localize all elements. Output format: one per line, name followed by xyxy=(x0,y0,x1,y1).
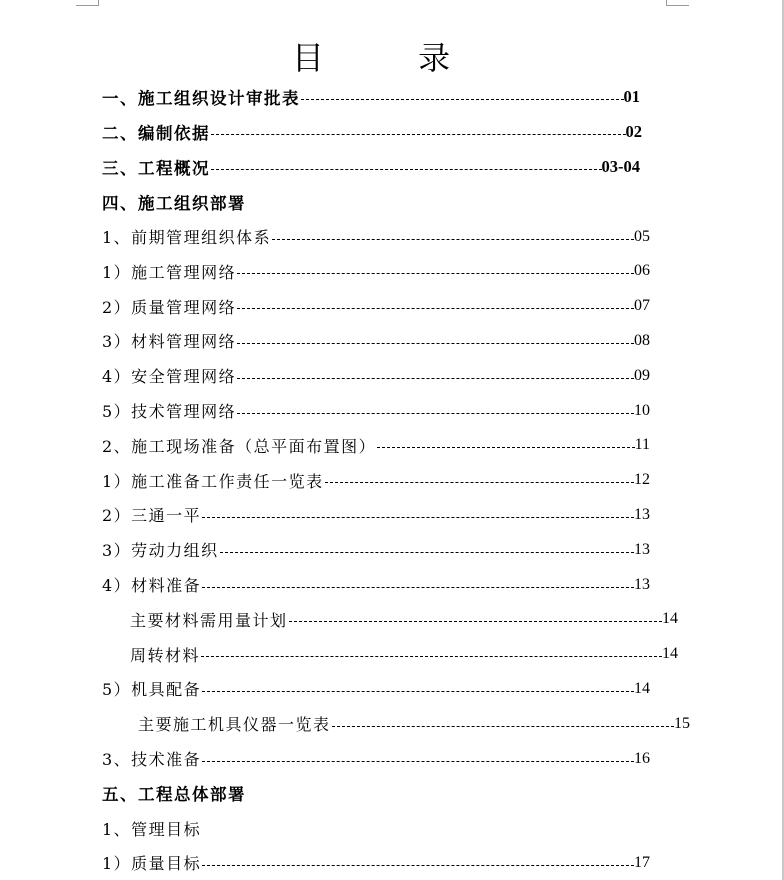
toc-entry xyxy=(102,602,678,637)
toc-page-number: 08 xyxy=(634,331,650,349)
toc-entry xyxy=(102,846,650,880)
toc-entry-label: 周转材料 xyxy=(130,645,201,665)
toc-entry xyxy=(102,498,650,533)
toc-leader xyxy=(202,586,634,588)
toc-page-number: 07 xyxy=(634,297,650,315)
toc-page-number: 16 xyxy=(634,749,650,767)
toc-entry-label: 5）技术管理网络 xyxy=(102,402,237,422)
toc-page-number: 11 xyxy=(634,436,650,454)
toc-entry-label: 五、工程总体部署 xyxy=(102,785,246,805)
toc-entry-label: 2）三通一平 xyxy=(102,506,202,526)
toc-entry-label: 1、前期管理组织体系 xyxy=(102,228,272,248)
toc-page-number: 15 xyxy=(674,714,690,732)
toc-page-number: 12 xyxy=(634,471,650,489)
toc-entry xyxy=(102,184,650,219)
toc-entry xyxy=(102,324,650,359)
document-title: 目 录 xyxy=(291,39,493,77)
toc-entry xyxy=(102,706,690,741)
toc-entry-label: 主要施工机具仪器一览表 xyxy=(138,715,331,735)
toc-page-number: 13 xyxy=(634,575,650,593)
toc-entry xyxy=(102,219,650,254)
toc-leader xyxy=(237,412,634,414)
toc-entry-label: 5）机具配备 xyxy=(102,680,202,700)
toc-entry-label: 1）施工管理网络 xyxy=(102,262,237,282)
toc-entry xyxy=(102,150,640,185)
toc-entry-label: 四、施工组织部署 xyxy=(102,193,246,213)
toc-leader xyxy=(202,516,634,518)
toc-entry xyxy=(102,741,650,776)
toc-leader xyxy=(202,760,634,762)
toc-leader xyxy=(237,272,634,274)
toc-leader xyxy=(211,168,602,170)
toc-page-number: 02 xyxy=(625,122,642,142)
toc-leader xyxy=(202,690,634,692)
toc-entry-label: 二、编制依据 xyxy=(102,124,210,144)
toc-page-number: 05 xyxy=(634,227,650,245)
toc-entry xyxy=(102,532,650,567)
crop-mark-left xyxy=(98,0,99,6)
toc-entry-label: 3）劳动力组织 xyxy=(102,541,219,561)
toc-entry-label: 2、施工现场准备（总平面布置图） xyxy=(102,436,377,456)
toc-entry-label: 4）材料准备 xyxy=(102,576,202,596)
toc-entry xyxy=(102,80,640,115)
toc-leader xyxy=(201,655,662,657)
toc-entry xyxy=(102,428,650,463)
toc-entry xyxy=(102,776,650,811)
toc-leader xyxy=(211,133,626,135)
toc-page-number: 03-04 xyxy=(601,156,640,176)
crop-mark-left-h xyxy=(76,5,98,6)
crop-mark-right-h xyxy=(667,5,689,6)
toc-leader xyxy=(289,620,662,622)
toc-entry-label: 主要材料需用量计划 xyxy=(130,610,288,630)
toc-entry xyxy=(102,289,650,324)
toc-page-number: 06 xyxy=(634,262,650,280)
toc-page-number: 13 xyxy=(634,505,650,523)
toc-entry xyxy=(102,811,650,846)
toc-entry-label: 一、施工组织设计审批表 xyxy=(102,89,300,109)
toc-leader xyxy=(237,307,634,309)
toc-entry-label: 3）材料管理网络 xyxy=(102,332,237,352)
toc-entry-label: 1）质量目标 xyxy=(102,854,202,874)
toc-leader xyxy=(220,551,634,553)
toc-entry-label: 2）质量管理网络 xyxy=(102,297,237,317)
toc-page-number: 14 xyxy=(662,610,678,628)
toc-entry-label: 1）施工准备工作责任一览表 xyxy=(102,471,324,491)
toc-entry xyxy=(102,463,650,498)
toc-entry-label: 1、管理目标 xyxy=(102,819,202,839)
toc-leader xyxy=(377,446,634,448)
toc-leader xyxy=(237,377,634,379)
toc-entry xyxy=(102,672,650,707)
table-of-contents xyxy=(102,80,690,880)
toc-leader xyxy=(332,725,674,727)
toc-leader xyxy=(237,342,634,344)
toc-leader xyxy=(301,98,624,100)
toc-entry xyxy=(102,358,650,393)
toc-entry xyxy=(102,637,678,672)
toc-entry xyxy=(102,393,650,428)
toc-entry xyxy=(102,254,650,289)
toc-entry-label: 4）安全管理网络 xyxy=(102,367,237,387)
toc-entry xyxy=(102,567,650,602)
toc-leader xyxy=(272,238,634,240)
toc-entry-label: 3、技术准备 xyxy=(102,750,202,770)
toc-leader xyxy=(325,481,634,483)
toc-page-number: 13 xyxy=(634,540,650,558)
toc-entry xyxy=(102,115,642,150)
toc-page-number: 14 xyxy=(662,645,678,663)
toc-page-number: 09 xyxy=(634,366,650,384)
toc-page-number: 10 xyxy=(634,401,650,419)
toc-page-number: 17 xyxy=(634,853,650,871)
toc-page-number: 14 xyxy=(634,679,650,697)
toc-leader xyxy=(202,864,634,866)
toc-entry-label: 三、工程概况 xyxy=(102,158,210,178)
toc-page-number: 01 xyxy=(623,87,640,107)
